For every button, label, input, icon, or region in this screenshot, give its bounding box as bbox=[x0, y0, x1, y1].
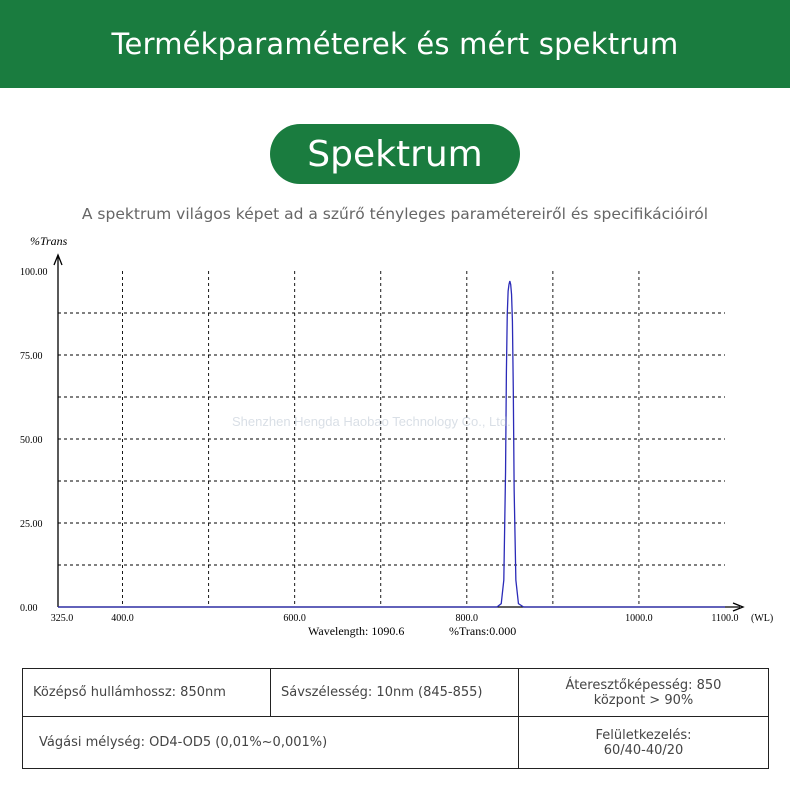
chart-tick-labels bbox=[20, 267, 739, 624]
y-tick-label: 25.00 bbox=[20, 519, 43, 530]
section-label: Spektrum bbox=[307, 133, 483, 175]
y-tick-label: 0.00 bbox=[20, 603, 38, 614]
y-tick-label: 100.00 bbox=[20, 267, 48, 278]
spec-table bbox=[22, 668, 769, 769]
series-line bbox=[58, 281, 725, 607]
spec-surface bbox=[519, 717, 769, 769]
spec-transmittance bbox=[519, 669, 769, 717]
chart-plot-area bbox=[58, 281, 725, 607]
wavelength-readout: Wavelength: 1090.6 bbox=[308, 624, 405, 638]
spec-transmittance-line1: Áteresztőképesség: 850 bbox=[565, 677, 722, 693]
spec-row bbox=[23, 717, 769, 769]
header-banner bbox=[0, 0, 790, 88]
spec-cutoff-depth: Vágási mélység: OD4-OD5 (0,01%~0,001%) bbox=[23, 717, 519, 769]
y-tick-label: 50.00 bbox=[20, 435, 43, 446]
x-tick-label: 325.0 bbox=[50, 613, 74, 624]
spec-surface-line2: 60/40-40/20 bbox=[603, 742, 684, 758]
x-tick-label: 1000.0 bbox=[625, 613, 653, 624]
section-label-badge bbox=[270, 124, 520, 184]
spec-bandwidth: Sávszélesség: 10nm (845-855) bbox=[271, 669, 519, 717]
y-axis-label: %Trans bbox=[30, 234, 68, 248]
spectrum-chart bbox=[0, 228, 790, 640]
page-title: Termékparaméterek és mért spektrum bbox=[111, 27, 679, 61]
spec-center-wavelength: Középső hullámhossz: 850nm bbox=[23, 669, 271, 717]
x-tick-label: 800.0 bbox=[455, 613, 479, 624]
trans-readout: %Trans:0.000 bbox=[449, 624, 517, 638]
chart-axes bbox=[54, 255, 743, 611]
spec-row bbox=[23, 669, 769, 717]
x-tick-label: 400.0 bbox=[111, 613, 134, 624]
spec-transmittance-line2: központ > 90% bbox=[593, 692, 694, 708]
watermark-text: Shenzhen Hengda Haobao Technology Co., Ltd. bbox=[232, 414, 511, 429]
x-axis-label: (WL) bbox=[751, 613, 774, 624]
spec-surface-line1: Felületkezelés: bbox=[595, 727, 692, 743]
chart-grid bbox=[58, 271, 725, 607]
x-tick-label: 600.0 bbox=[283, 613, 306, 624]
y-tick-label: 75.00 bbox=[20, 351, 43, 362]
x-tick-label: 1100.0 bbox=[711, 613, 739, 624]
section-description: A spektrum világos képet ad a szűrő tényleges paramétereiről és specifikációiról bbox=[81, 205, 709, 223]
